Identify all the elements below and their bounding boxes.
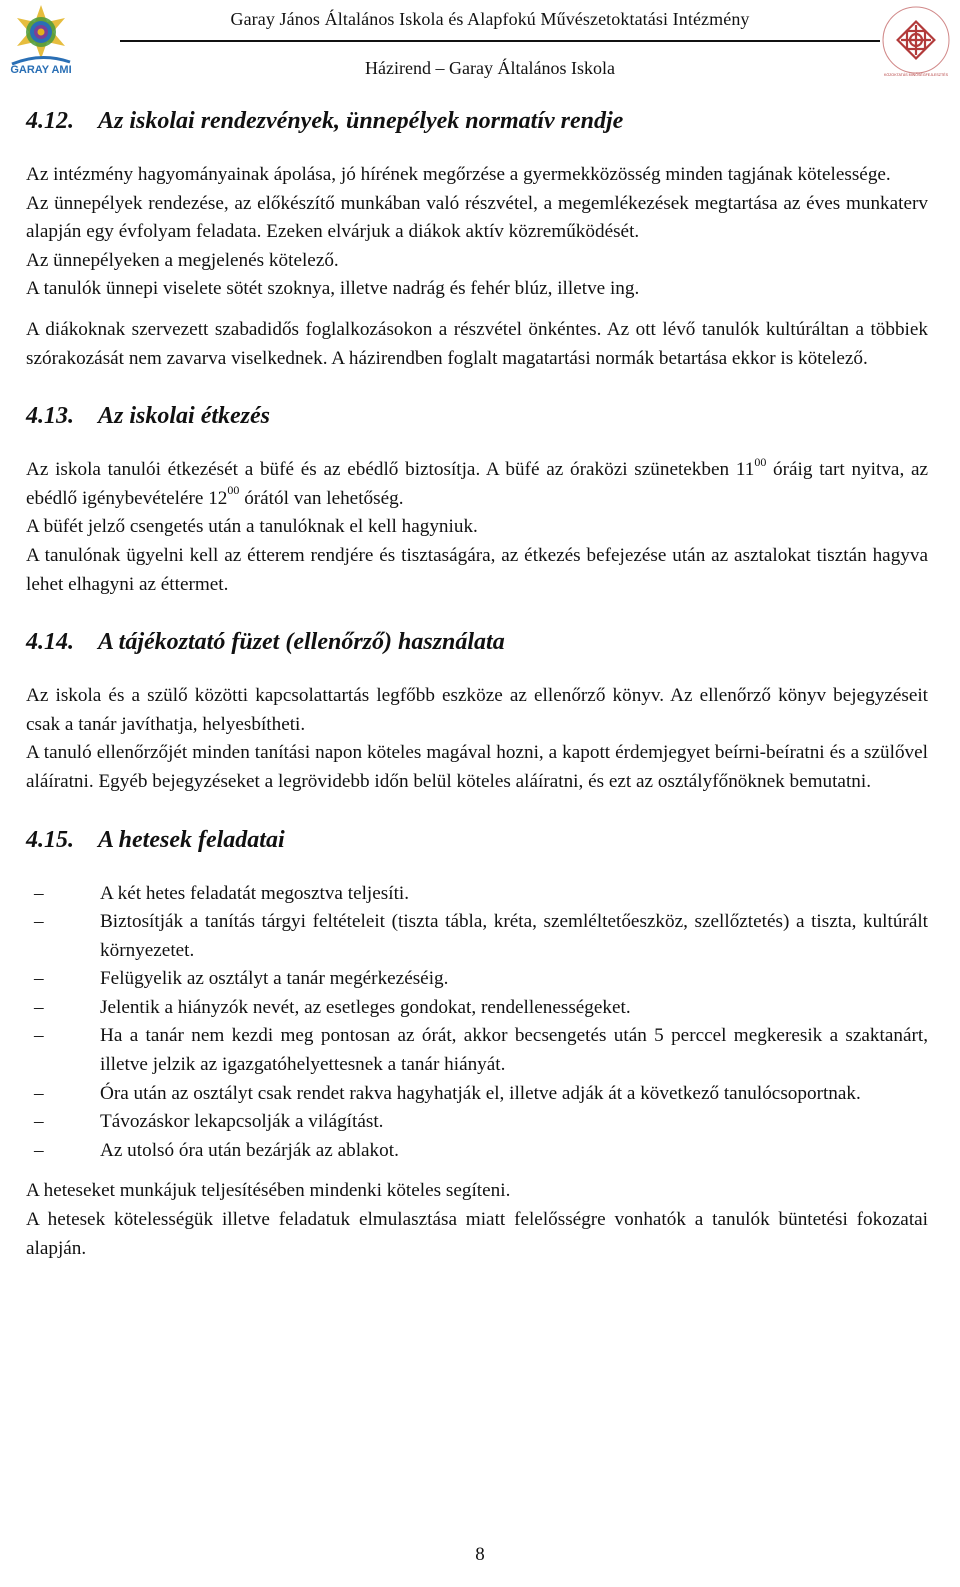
- paragraph: A tanuló ellenőrzőjét minden tanítási napon köteles magával hozni, a kapott érdemjegyet beírni-beíratni és a szülővel aláíratni. Egyéb bejegyzéseket a legrövidebb időn belül köteles aláíratni, és ezt az osztályfőnöknek bemutatni.: [26, 742, 928, 792]
- paragraph: Az ünnepélyek rendezése, az előkészítő munkában való részvétel, a megemlékezések megtartása az éves munkaterv alapján egy évfolyam feladata. Ezeken elvárjuk a diákok aktív közreműködését.: [26, 192, 928, 243]
- list-item: – Távozáskor lekapcsolják a világítást.: [26, 1108, 928, 1137]
- list-item: – Felügyelik az osztályt a tanár megérkezéséig.: [26, 965, 928, 994]
- list-item: – Óra után az osztályt csak rendet rakva hagyhatják el, illetve adják át a következő tanulócsoportnak.: [26, 1080, 928, 1109]
- paragraph: A hetesek kötelességük illetve feladatuk elmulasztása miatt felelősségre vonhatók a tanulók büntetési fokozatai alapján.: [26, 1209, 928, 1259]
- paragraph: Az ünnepélyeken a megjelenés kötelező.: [26, 249, 339, 271]
- list-item: – Jelentik a hiányzók nevét, az esetleges gondokat, rendellenességeket.: [26, 994, 928, 1023]
- school-logo-icon: [6, 2, 76, 76]
- paragraph: Az intézmény hagyományainak ápolása, jó hírének megőrzése a gyermekközösség minden tagjának kötelessége.: [26, 164, 891, 185]
- list-item: – A két hetes feladatát megosztva teljesíti.: [26, 880, 928, 909]
- svg-text:KÖZOKTATÁS MINŐSÉGFEJLESZTÉS: KÖZOKTATÁS MINŐSÉGFEJLESZTÉS: [884, 73, 948, 77]
- paragraph: A tanulók ünnepi viselete sötét szoknya, illetve nadrág és fehér blúz, illetve ing.: [26, 278, 640, 300]
- page-number: 8: [475, 1544, 485, 1565]
- paragraph: A tanulónak ügyelni kell az étterem rendjére és tisztaságára, az étkezés befejezése után az asztalokat tisztán hagyva lehet elhagyni az éttermet.: [26, 544, 928, 595]
- paragraph: A büfét jelző csengetés után a tanulóknak el kell hagyniuk.: [26, 516, 478, 538]
- section-heading-4-12: 4.12. Az iskolai rendezvények, ünnepélyek normatív rendje: [26, 108, 624, 134]
- duty-list: [26, 880, 928, 1166]
- paragraph: A heteseket munkájuk teljesítésében mindenki köteles segíteni.: [26, 1180, 511, 1202]
- list-item: – Az utolsó óra után bezárják az ablakot.: [26, 1137, 928, 1166]
- section-heading-4-15: 4.15. A hetesek feladatai: [26, 826, 285, 853]
- paragraph: Az iskola tanulói étkezését a büfé és az ebédlő biztosítja. A büfé az óraközi szünetekben $11^{00}$ óráig tart nyitva, az ebédlő igénybevételére $12^{00}$ órától van lehetőség.: [26, 454, 928, 509]
- header-divider: [120, 40, 880, 42]
- institution-name: Garay János Általános Iskola és Alapfokú Művészetoktatási Intézmény: [230, 9, 750, 29]
- section-heading-4-13: 4.13. Az iskolai étkezés: [26, 403, 270, 430]
- svg-text:GARAY AMI: GARAY AMI: [10, 64, 72, 76]
- page-content: [26, 106, 928, 1263]
- document-subtitle: Házirend – Garay Általános Iskola: [365, 58, 615, 78]
- quality-seal-icon: [880, 2, 952, 78]
- paragraph: A diákoknak szervezett szabadidős foglalkozásokon a részvétel önkéntes. Az ott lévő tanulók kultúráltan a többiek szórakozását nem zavarva viselkednek. A házirendben foglalt magatartási normák betartása ekkor is kötelező.: [26, 318, 928, 369]
- page-header: [0, 0, 960, 90]
- list-item: – Biztosítják a tanítás tárgyi feltételeit (tiszta tábla, kréta, szemléltetőeszköz, szellőztetés) a tiszta, kultúrált környezetet.: [26, 908, 928, 965]
- section-heading-4-14: 4.14. A tájékoztató füzet (ellenőrző) használata: [26, 629, 505, 656]
- paragraph: Az iskola és a szülő közötti kapcsolattartás legfőbb eszköze az ellenőrző könyv. Az ellenőrző könyv bejegyzéseit csak a tanár javíthatja, helyesbítheti.: [26, 685, 928, 735]
- list-item: – Ha a tanár nem kezdi meg pontosan az órát, akkor becsengetés után 5 perccel megkeresik a szaktanárt, illetve jelzik az igazgatóhelyettesnek a tanár hiányát.: [26, 1022, 928, 1079]
